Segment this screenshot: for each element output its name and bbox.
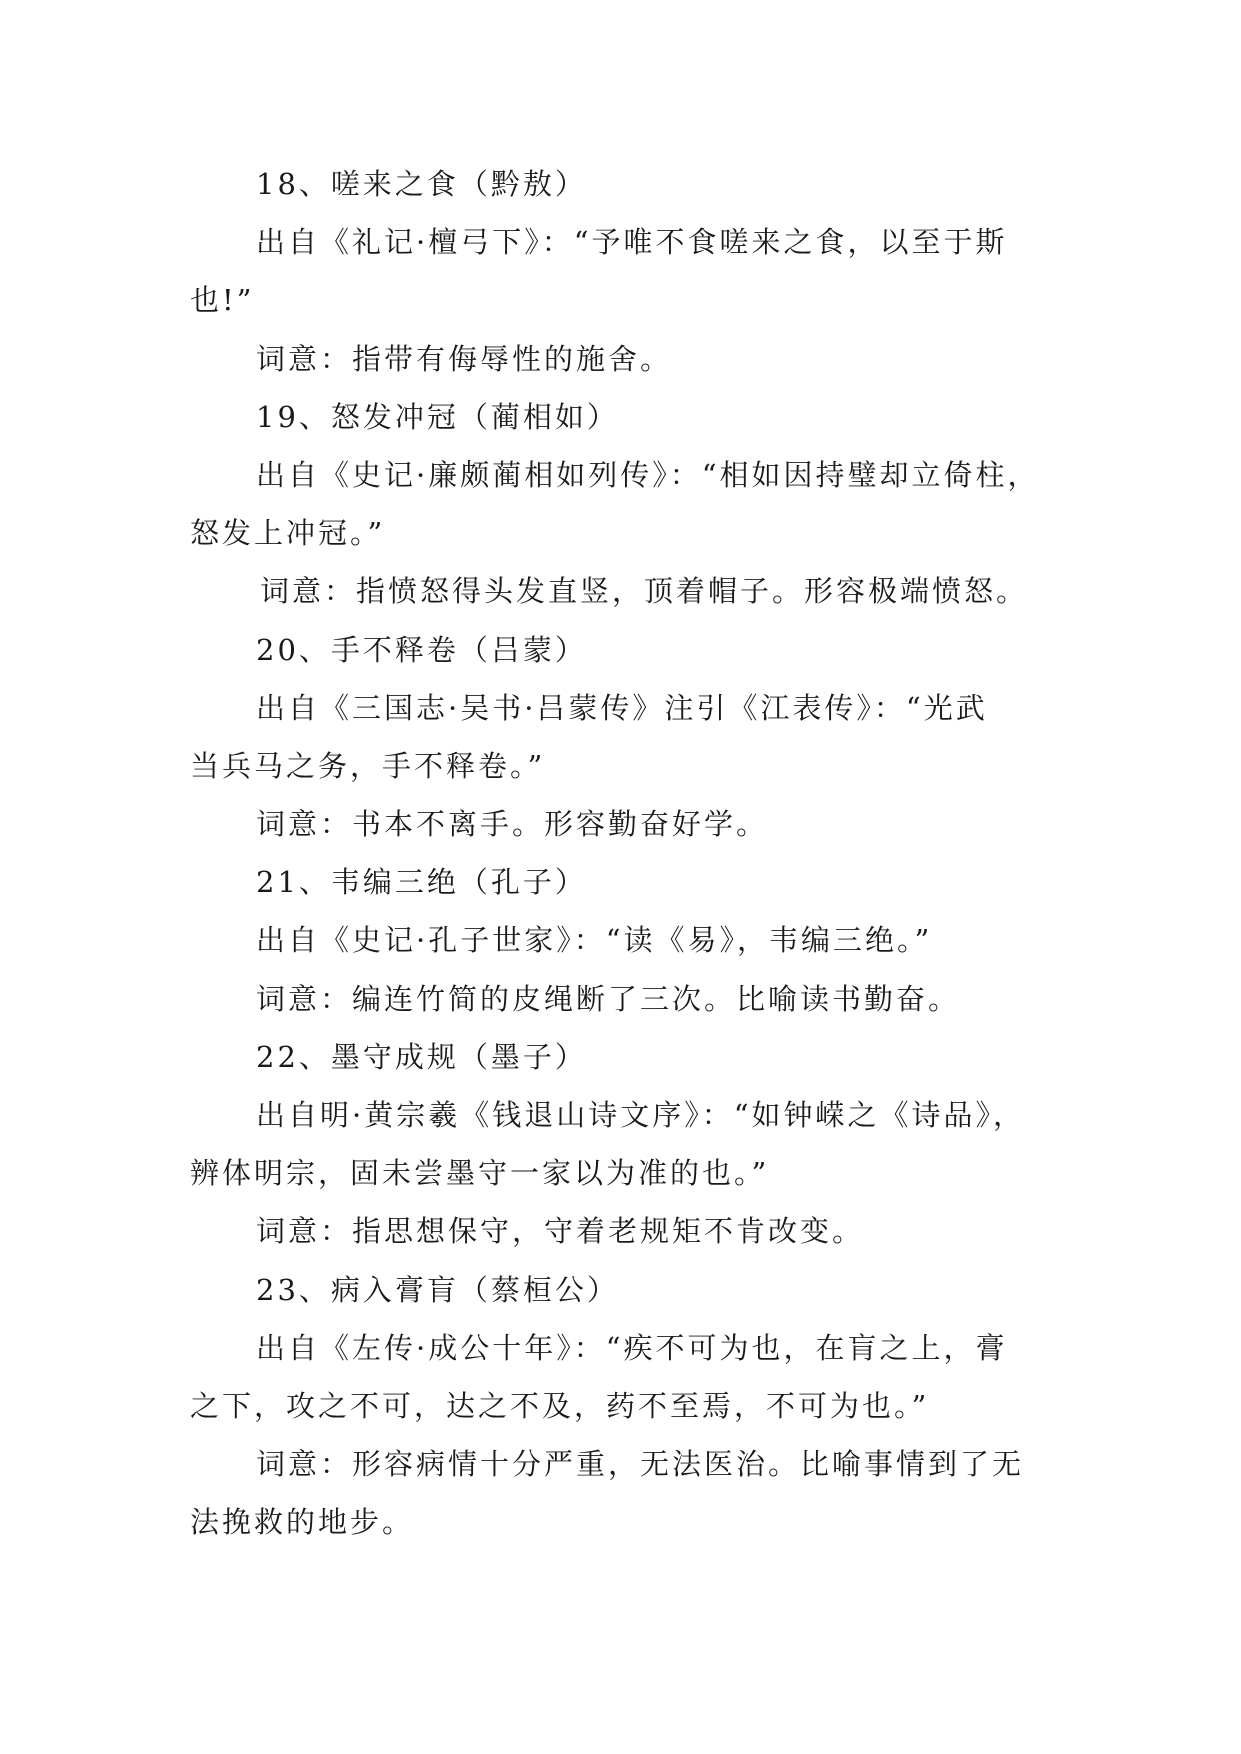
idiom-entry <box>190 853 1065 1028</box>
idiom-source-continued: 也!” <box>190 283 255 318</box>
idiom-meaning: 词意：书本不离手。形容勤奋好学。 <box>256 807 769 842</box>
idiom-title: 22、墨守成规（墨子） <box>256 1039 587 1074</box>
idiom-title: 21、韦编三绝（孔子） <box>256 865 587 900</box>
idiom-meaning: 词意：指思想保守，守着老规矩不肯改变。 <box>256 1214 865 1249</box>
idiom-meaning: 词意：指带有侮辱性的施舍。 <box>256 341 673 376</box>
idiom-title: 23、病入膏肓（蔡桓公） <box>256 1272 619 1307</box>
idiom-title: 19、怒发冲冠（蔺相如） <box>256 399 619 434</box>
idiom-source-continued: 怒发上冲冠。” <box>190 516 386 551</box>
idiom-entry <box>190 155 1065 388</box>
idiom-source: 出自《史记·廉颇蔺相如列传》：“相如因持璧却立倚柱， <box>256 457 1040 492</box>
idiom-list <box>190 155 1065 1552</box>
idiom-source-continued: 当兵马之务，手不释卷。” <box>190 748 546 783</box>
idiom-source-continued: 辨体明宗，固未尝墨守一家以为准的也。” <box>190 1156 770 1191</box>
idiom-source: 出自《史记·孔子世家》：“读《易》，韦编三绝。” <box>256 923 933 958</box>
idiom-meaning: 词意：形容病情十分严重，无法医治。比喻事情到了无 <box>256 1447 1025 1482</box>
idiom-entry <box>190 621 1065 854</box>
idiom-entry <box>190 388 1065 621</box>
idiom-title: 20、手不释卷（吕蒙） <box>256 632 587 667</box>
idiom-meaning-continued: 法挽救的地步。 <box>190 1505 415 1540</box>
idiom-source: 出自《礼记·檀弓下》：“予唯不食嗟来之食，以至于斯 <box>256 225 1008 260</box>
idiom-meaning: 词意：编连竹简的皮绳断了三次。比喻读书勤奋。 <box>256 981 961 1016</box>
idiom-source: 出自《三国志·吴书·吕蒙传》注引《江表传》：“光武 <box>256 690 988 725</box>
idiom-entry <box>190 1261 1065 1552</box>
idiom-source: 出自明·黄宗羲《钱退山诗文序》：“如钟嵘之《诗品》， <box>256 1098 1026 1132</box>
idiom-source-continued: 之下，攻之不可，达之不及，药不至焉，不可为也。” <box>190 1388 930 1423</box>
idiom-meaning: 词意：指愤怒得头发直竖，顶着帽子。形容极端愤怒。 <box>260 574 1029 609</box>
idiom-title: 18、嗟来之食（黔敖） <box>256 167 587 201</box>
idiom-source: 出自《左传·成公十年》：“疾不可为也，在肓之上，膏 <box>256 1330 1008 1365</box>
idiom-entry <box>190 1028 1065 1261</box>
